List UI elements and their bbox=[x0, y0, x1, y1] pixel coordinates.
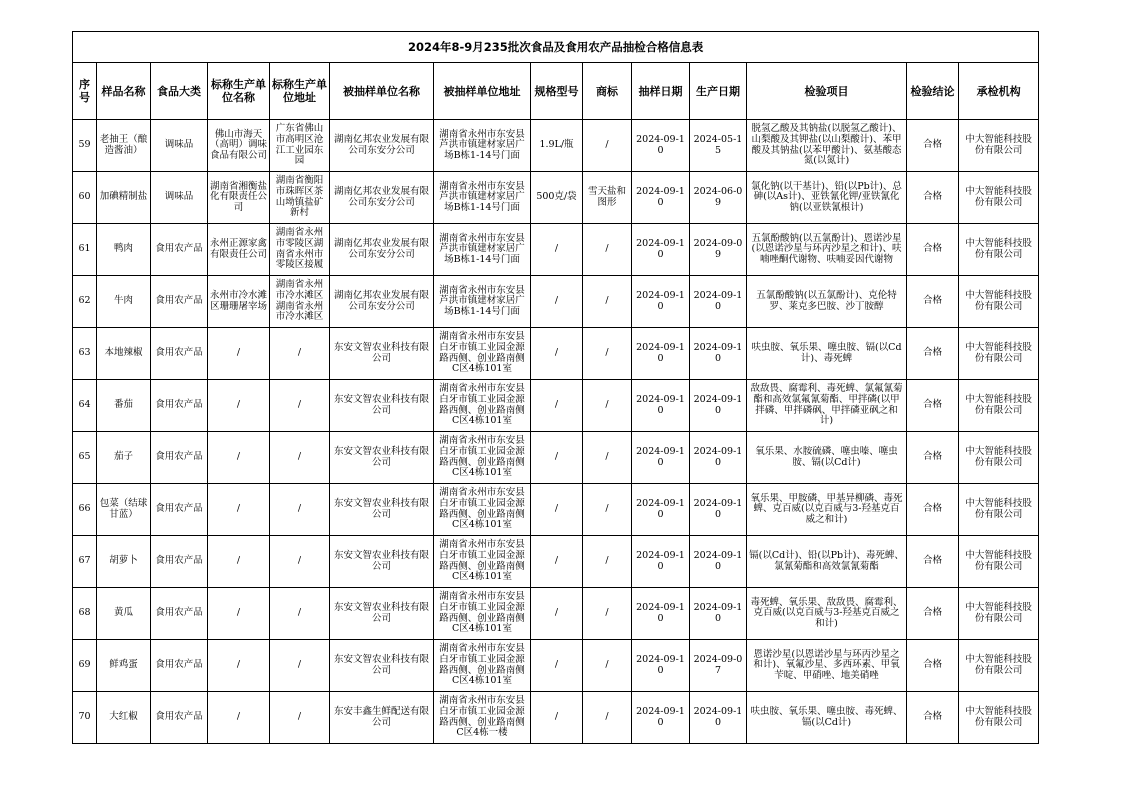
cell-sampled-unit-name: 东安文智农业科技有限公司 bbox=[330, 432, 434, 484]
cell-index: 61 bbox=[73, 224, 97, 276]
cell-food-category: 食用农产品 bbox=[151, 432, 208, 484]
table-row bbox=[73, 172, 1039, 224]
cell-sampling-date: 2024-09-10 bbox=[632, 588, 690, 640]
header-production-date: 生产日期 bbox=[690, 63, 747, 120]
header-sampling-date: 抽样日期 bbox=[632, 63, 690, 120]
cell-testing-agency: 中大智能科技股份有限公司 bbox=[959, 172, 1039, 224]
cell-conclusion: 合格 bbox=[907, 172, 959, 224]
cell-production-date: 2024-09-07 bbox=[690, 640, 747, 692]
cell-spec: / bbox=[531, 380, 583, 432]
cell-spec: / bbox=[531, 224, 583, 276]
cell-sampled-unit-address: 湖南省永州市东安县白牙市镇工业园金源路西侧、创业路南侧C区4栋101室 bbox=[434, 380, 531, 432]
cell-manufacturer-address: / bbox=[270, 432, 330, 484]
header-sample-name: 样品名称 bbox=[97, 63, 151, 120]
cell-manufacturer-address: / bbox=[270, 328, 330, 380]
cell-manufacturer-name: / bbox=[208, 484, 270, 536]
cell-food-category: 食用农产品 bbox=[151, 484, 208, 536]
cell-manufacturer-name: 湖南省湘衡盐化有限责任公司 bbox=[208, 172, 270, 224]
cell-manufacturer-name: / bbox=[208, 640, 270, 692]
cell-spec: 1.9L/瓶 bbox=[531, 120, 583, 172]
cell-trademark: / bbox=[583, 328, 632, 380]
cell-food-category: 食用农产品 bbox=[151, 276, 208, 328]
cell-index: 62 bbox=[73, 276, 97, 328]
cell-sampled-unit-name: 东安文智农业科技有限公司 bbox=[330, 328, 434, 380]
cell-trademark: / bbox=[583, 484, 632, 536]
cell-production-date: 2024-09-10 bbox=[690, 380, 747, 432]
cell-manufacturer-name: / bbox=[208, 692, 270, 744]
cell-food-category: 食用农产品 bbox=[151, 692, 208, 744]
cell-test-items: 氧乐果、水胺硫磷、噻虫嗪、噻虫胺、镉(以Cd计) bbox=[747, 432, 907, 484]
cell-manufacturer-address: 湖南省衡阳市珠晖区茶山坳镇盐矿新村 bbox=[270, 172, 330, 224]
cell-test-items: 敌敌畏、腐霉利、毒死蜱、氯氟氰菊酯和高效氯氟氰菊酯、甲拌磷(以甲拌磷、甲拌磷砜、甲拌磷亚砜之和计) bbox=[747, 380, 907, 432]
cell-conclusion: 合格 bbox=[907, 120, 959, 172]
cell-manufacturer-address: / bbox=[270, 380, 330, 432]
cell-production-date: 2024-09-10 bbox=[690, 536, 747, 588]
cell-index: 60 bbox=[73, 172, 97, 224]
cell-index: 65 bbox=[73, 432, 97, 484]
cell-manufacturer-name: / bbox=[208, 328, 270, 380]
cell-trademark: / bbox=[583, 120, 632, 172]
cell-test-items: 毒死蜱、氧乐果、敌敌畏、腐霉利、克百威(以克百威与3-羟基克百威之和计) bbox=[747, 588, 907, 640]
cell-manufacturer-address: / bbox=[270, 692, 330, 744]
table-row bbox=[73, 536, 1039, 588]
cell-sampled-unit-address: 湖南省永州市东安县白牙市镇工业园金源路西侧、创业路南侧C区4栋101室 bbox=[434, 588, 531, 640]
cell-sample-name: 包菜（结球甘蓝） bbox=[97, 484, 151, 536]
cell-sampled-unit-name: 湖南亿邦农业发展有限公司东安分公司 bbox=[330, 276, 434, 328]
cell-food-category: 调味品 bbox=[151, 120, 208, 172]
cell-testing-agency: 中大智能科技股份有限公司 bbox=[959, 380, 1039, 432]
cell-conclusion: 合格 bbox=[907, 692, 959, 744]
table-row bbox=[73, 432, 1039, 484]
header-conclusion: 检验结论 bbox=[907, 63, 959, 120]
table-title: 2024年8-9月235批次食品及食用农产品抽检合格信息表 bbox=[73, 32, 1039, 63]
cell-spec: / bbox=[531, 276, 583, 328]
cell-spec: / bbox=[531, 484, 583, 536]
cell-conclusion: 合格 bbox=[907, 640, 959, 692]
cell-sampled-unit-name: 湖南亿邦农业发展有限公司东安分公司 bbox=[330, 120, 434, 172]
table-row bbox=[73, 484, 1039, 536]
cell-test-items: 五氯酚酸钠(以五氯酚计)、克伦特罗、莱克多巴胺、沙丁胺醇 bbox=[747, 276, 907, 328]
cell-testing-agency: 中大智能科技股份有限公司 bbox=[959, 536, 1039, 588]
cell-food-category: 食用农产品 bbox=[151, 380, 208, 432]
cell-sampling-date: 2024-09-10 bbox=[632, 172, 690, 224]
header-testing-agency: 承检机构 bbox=[959, 63, 1039, 120]
cell-index: 63 bbox=[73, 328, 97, 380]
cell-sampled-unit-name: 湖南亿邦农业发展有限公司东安分公司 bbox=[330, 172, 434, 224]
cell-manufacturer-name: / bbox=[208, 536, 270, 588]
cell-manufacturer-name: / bbox=[208, 432, 270, 484]
header-trademark: 商标 bbox=[583, 63, 632, 120]
cell-sample-name: 黄瓜 bbox=[97, 588, 151, 640]
cell-sampling-date: 2024-09-10 bbox=[632, 432, 690, 484]
cell-manufacturer-address: 广东省佛山市高明区沧江工业园东园 bbox=[270, 120, 330, 172]
cell-conclusion: 合格 bbox=[907, 588, 959, 640]
cell-index: 66 bbox=[73, 484, 97, 536]
cell-test-items: 五氯酚酸钠(以五氯酚计)、恩诺沙星(以恩诺沙星与环丙沙星之和计)、呋喃唑酮代谢物、呋喃妥因代谢物 bbox=[747, 224, 907, 276]
cell-test-items: 恩诺沙星(以恩诺沙星与环丙沙星之和计)、氧氟沙星、多西环素、甲氧苄啶、甲硝唑、地美硝唑 bbox=[747, 640, 907, 692]
cell-testing-agency: 中大智能科技股份有限公司 bbox=[959, 276, 1039, 328]
cell-sampling-date: 2024-09-10 bbox=[632, 276, 690, 328]
cell-sampled-unit-address: 湖南省永州市东安县芦洪市镇建材家居广场B栋1-14号门面 bbox=[434, 276, 531, 328]
cell-sampling-date: 2024-09-10 bbox=[632, 328, 690, 380]
cell-production-date: 2024-09-10 bbox=[690, 692, 747, 744]
cell-sampled-unit-address: 湖南省永州市东安县白牙市镇工业园金源路西侧、创业路南侧C区4栋一楼 bbox=[434, 692, 531, 744]
cell-trademark: / bbox=[583, 640, 632, 692]
inspection-table bbox=[72, 31, 1039, 744]
header-food-category: 食品大类 bbox=[151, 63, 208, 120]
cell-trademark: 雪天盐和图形 bbox=[583, 172, 632, 224]
table-row bbox=[73, 224, 1039, 276]
cell-spec: / bbox=[531, 328, 583, 380]
cell-sampled-unit-name: 东安文智农业科技有限公司 bbox=[330, 380, 434, 432]
cell-sample-name: 茄子 bbox=[97, 432, 151, 484]
cell-sampling-date: 2024-09-10 bbox=[632, 692, 690, 744]
cell-sampled-unit-address: 湖南省永州市东安县芦洪市镇建材家居广场B栋1-14号门面 bbox=[434, 120, 531, 172]
cell-sample-name: 鸭肉 bbox=[97, 224, 151, 276]
cell-manufacturer-name: 永州市冷水滩区珊珊屠宰场 bbox=[208, 276, 270, 328]
cell-test-items: 脱氢乙酸及其钠盐(以脱氢乙酸计)、山梨酸及其钾盐(以山梨酸计)、苯甲酸及其钠盐(以苯甲酸计)、氨基酸态氮(以氮计) bbox=[747, 120, 907, 172]
cell-manufacturer-name: 佛山市海天（高明）调味食品有限公司 bbox=[208, 120, 270, 172]
cell-sampled-unit-name: 东安文智农业科技有限公司 bbox=[330, 484, 434, 536]
cell-food-category: 食用农产品 bbox=[151, 224, 208, 276]
cell-index: 69 bbox=[73, 640, 97, 692]
cell-sampling-date: 2024-09-10 bbox=[632, 120, 690, 172]
cell-manufacturer-address: / bbox=[270, 588, 330, 640]
cell-sampled-unit-address: 湖南省永州市东安县白牙市镇工业园金源路西侧、创业路南侧C区4栋101室 bbox=[434, 328, 531, 380]
cell-sample-name: 胡萝卜 bbox=[97, 536, 151, 588]
cell-trademark: / bbox=[583, 692, 632, 744]
cell-test-items: 镉(以Cd计)、铅(以Pb计)、毒死蜱、氯氰菊酯和高效氯氰菊酯 bbox=[747, 536, 907, 588]
cell-sampled-unit-address: 湖南省永州市东安县芦洪市镇建材家居广场B栋1-14号门面 bbox=[434, 224, 531, 276]
cell-test-items: 呋虫胺、氧乐果、噻虫胺、镉(以Cd计)、毒死蜱 bbox=[747, 328, 907, 380]
header-manufacturer-address: 标称生产单位地址 bbox=[270, 63, 330, 120]
table-row bbox=[73, 120, 1039, 172]
table-row bbox=[73, 380, 1039, 432]
cell-testing-agency: 中大智能科技股份有限公司 bbox=[959, 692, 1039, 744]
cell-spec: / bbox=[531, 536, 583, 588]
cell-manufacturer-address: 湖南省永州市冷水滩区湖南省永州市冷水滩区 bbox=[270, 276, 330, 328]
cell-trademark: / bbox=[583, 380, 632, 432]
table-row bbox=[73, 276, 1039, 328]
cell-conclusion: 合格 bbox=[907, 484, 959, 536]
cell-food-category: 食用农产品 bbox=[151, 328, 208, 380]
cell-index: 68 bbox=[73, 588, 97, 640]
cell-spec: / bbox=[531, 588, 583, 640]
cell-sampled-unit-address: 湖南省永州市东安县白牙市镇工业园金源路西侧、创业路南侧C区4栋101室 bbox=[434, 640, 531, 692]
cell-sampled-unit-name: 东安文智农业科技有限公司 bbox=[330, 588, 434, 640]
cell-index: 59 bbox=[73, 120, 97, 172]
table-row bbox=[73, 692, 1039, 744]
cell-index: 70 bbox=[73, 692, 97, 744]
cell-sampling-date: 2024-09-10 bbox=[632, 380, 690, 432]
cell-production-date: 2024-09-10 bbox=[690, 484, 747, 536]
cell-sample-name: 老抽王（酿造酱油） bbox=[97, 120, 151, 172]
cell-production-date: 2024-09-10 bbox=[690, 276, 747, 328]
cell-production-date: 2024-09-09 bbox=[690, 224, 747, 276]
cell-testing-agency: 中大智能科技股份有限公司 bbox=[959, 432, 1039, 484]
cell-production-date: 2024-05-15 bbox=[690, 120, 747, 172]
cell-sampling-date: 2024-09-10 bbox=[632, 536, 690, 588]
header-test-items: 检验项目 bbox=[747, 63, 907, 120]
cell-trademark: / bbox=[583, 432, 632, 484]
cell-spec: / bbox=[531, 432, 583, 484]
cell-manufacturer-address: / bbox=[270, 484, 330, 536]
table-row bbox=[73, 588, 1039, 640]
cell-sampled-unit-address: 湖南省永州市东安县白牙市镇工业园金源路西侧、创业路南侧C区4栋101室 bbox=[434, 484, 531, 536]
cell-food-category: 食用农产品 bbox=[151, 536, 208, 588]
cell-conclusion: 合格 bbox=[907, 432, 959, 484]
cell-sample-name: 加碘精制盐 bbox=[97, 172, 151, 224]
table-row bbox=[73, 328, 1039, 380]
cell-spec: 500克/袋 bbox=[531, 172, 583, 224]
cell-spec: / bbox=[531, 692, 583, 744]
cell-sampling-date: 2024-09-10 bbox=[632, 484, 690, 536]
header-spec: 规格型号 bbox=[531, 63, 583, 120]
header-index: 序号 bbox=[73, 63, 97, 120]
cell-production-date: 2024-09-10 bbox=[690, 432, 747, 484]
header-sampled-unit-name: 被抽样单位名称 bbox=[330, 63, 434, 120]
cell-conclusion: 合格 bbox=[907, 224, 959, 276]
cell-manufacturer-address: 湖南省永州市零陵区湖南省永州市零陵区接履 bbox=[270, 224, 330, 276]
cell-trademark: / bbox=[583, 276, 632, 328]
cell-manufacturer-address: / bbox=[270, 640, 330, 692]
cell-testing-agency: 中大智能科技股份有限公司 bbox=[959, 484, 1039, 536]
cell-sampling-date: 2024-09-10 bbox=[632, 640, 690, 692]
cell-testing-agency: 中大智能科技股份有限公司 bbox=[959, 224, 1039, 276]
cell-food-category: 食用农产品 bbox=[151, 640, 208, 692]
cell-sampling-date: 2024-09-10 bbox=[632, 224, 690, 276]
cell-sample-name: 本地辣椒 bbox=[97, 328, 151, 380]
header-row bbox=[73, 63, 1039, 120]
cell-index: 67 bbox=[73, 536, 97, 588]
header-manufacturer-name: 标称生产单位名称 bbox=[208, 63, 270, 120]
cell-index: 64 bbox=[73, 380, 97, 432]
cell-trademark: / bbox=[583, 588, 632, 640]
cell-test-items: 氧乐果、甲胺磷、甲基异柳磷、毒死蜱、克百威(以克百威与3-羟基克百威之和计) bbox=[747, 484, 907, 536]
cell-testing-agency: 中大智能科技股份有限公司 bbox=[959, 640, 1039, 692]
cell-manufacturer-address: / bbox=[270, 536, 330, 588]
cell-sample-name: 鲜鸡蛋 bbox=[97, 640, 151, 692]
cell-trademark: / bbox=[583, 536, 632, 588]
cell-conclusion: 合格 bbox=[907, 536, 959, 588]
cell-testing-agency: 中大智能科技股份有限公司 bbox=[959, 120, 1039, 172]
cell-sampled-unit-address: 湖南省永州市东安县芦洪市镇建材家居广场B栋1-14号门面 bbox=[434, 172, 531, 224]
cell-sampled-unit-address: 湖南省永州市东安县白牙市镇工业园金源路西侧、创业路南侧C区4栋101室 bbox=[434, 432, 531, 484]
cell-testing-agency: 中大智能科技股份有限公司 bbox=[959, 588, 1039, 640]
cell-test-items: 呋虫胺、氧乐果、噻虫胺、毒死蜱、镉(以Cd计) bbox=[747, 692, 907, 744]
header-sampled-unit-address: 被抽样单位地址 bbox=[434, 63, 531, 120]
cell-manufacturer-name: 永州正源家禽有限责任公司 bbox=[208, 224, 270, 276]
cell-sampled-unit-name: 东安丰鑫生鲜配送有限公司 bbox=[330, 692, 434, 744]
cell-trademark: / bbox=[583, 224, 632, 276]
cell-sample-name: 牛肉 bbox=[97, 276, 151, 328]
cell-sampled-unit-name: 湖南亿邦农业发展有限公司东安分公司 bbox=[330, 224, 434, 276]
cell-conclusion: 合格 bbox=[907, 380, 959, 432]
cell-food-category: 调味品 bbox=[151, 172, 208, 224]
cell-sample-name: 大红椒 bbox=[97, 692, 151, 744]
cell-testing-agency: 中大智能科技股份有限公司 bbox=[959, 328, 1039, 380]
cell-sample-name: 番茄 bbox=[97, 380, 151, 432]
cell-sampled-unit-address: 湖南省永州市东安县白牙市镇工业园金源路西侧、创业路南侧C区4栋101室 bbox=[434, 536, 531, 588]
cell-production-date: 2024-09-10 bbox=[690, 328, 747, 380]
cell-sampled-unit-name: 东安文智农业科技有限公司 bbox=[330, 536, 434, 588]
cell-production-date: 2024-06-09 bbox=[690, 172, 747, 224]
cell-conclusion: 合格 bbox=[907, 276, 959, 328]
cell-conclusion: 合格 bbox=[907, 328, 959, 380]
cell-production-date: 2024-09-10 bbox=[690, 588, 747, 640]
cell-manufacturer-name: / bbox=[208, 380, 270, 432]
cell-food-category: 食用农产品 bbox=[151, 588, 208, 640]
cell-test-items: 氯化钠(以干基计)、铅(以Pb计)、总砷(以As计)、亚铁氰化钾/亚铁氰化钠(以亚铁氰根计) bbox=[747, 172, 907, 224]
cell-manufacturer-name: / bbox=[208, 588, 270, 640]
cell-spec: / bbox=[531, 640, 583, 692]
table-row bbox=[73, 640, 1039, 692]
cell-sampled-unit-name: 东安文智农业科技有限公司 bbox=[330, 640, 434, 692]
